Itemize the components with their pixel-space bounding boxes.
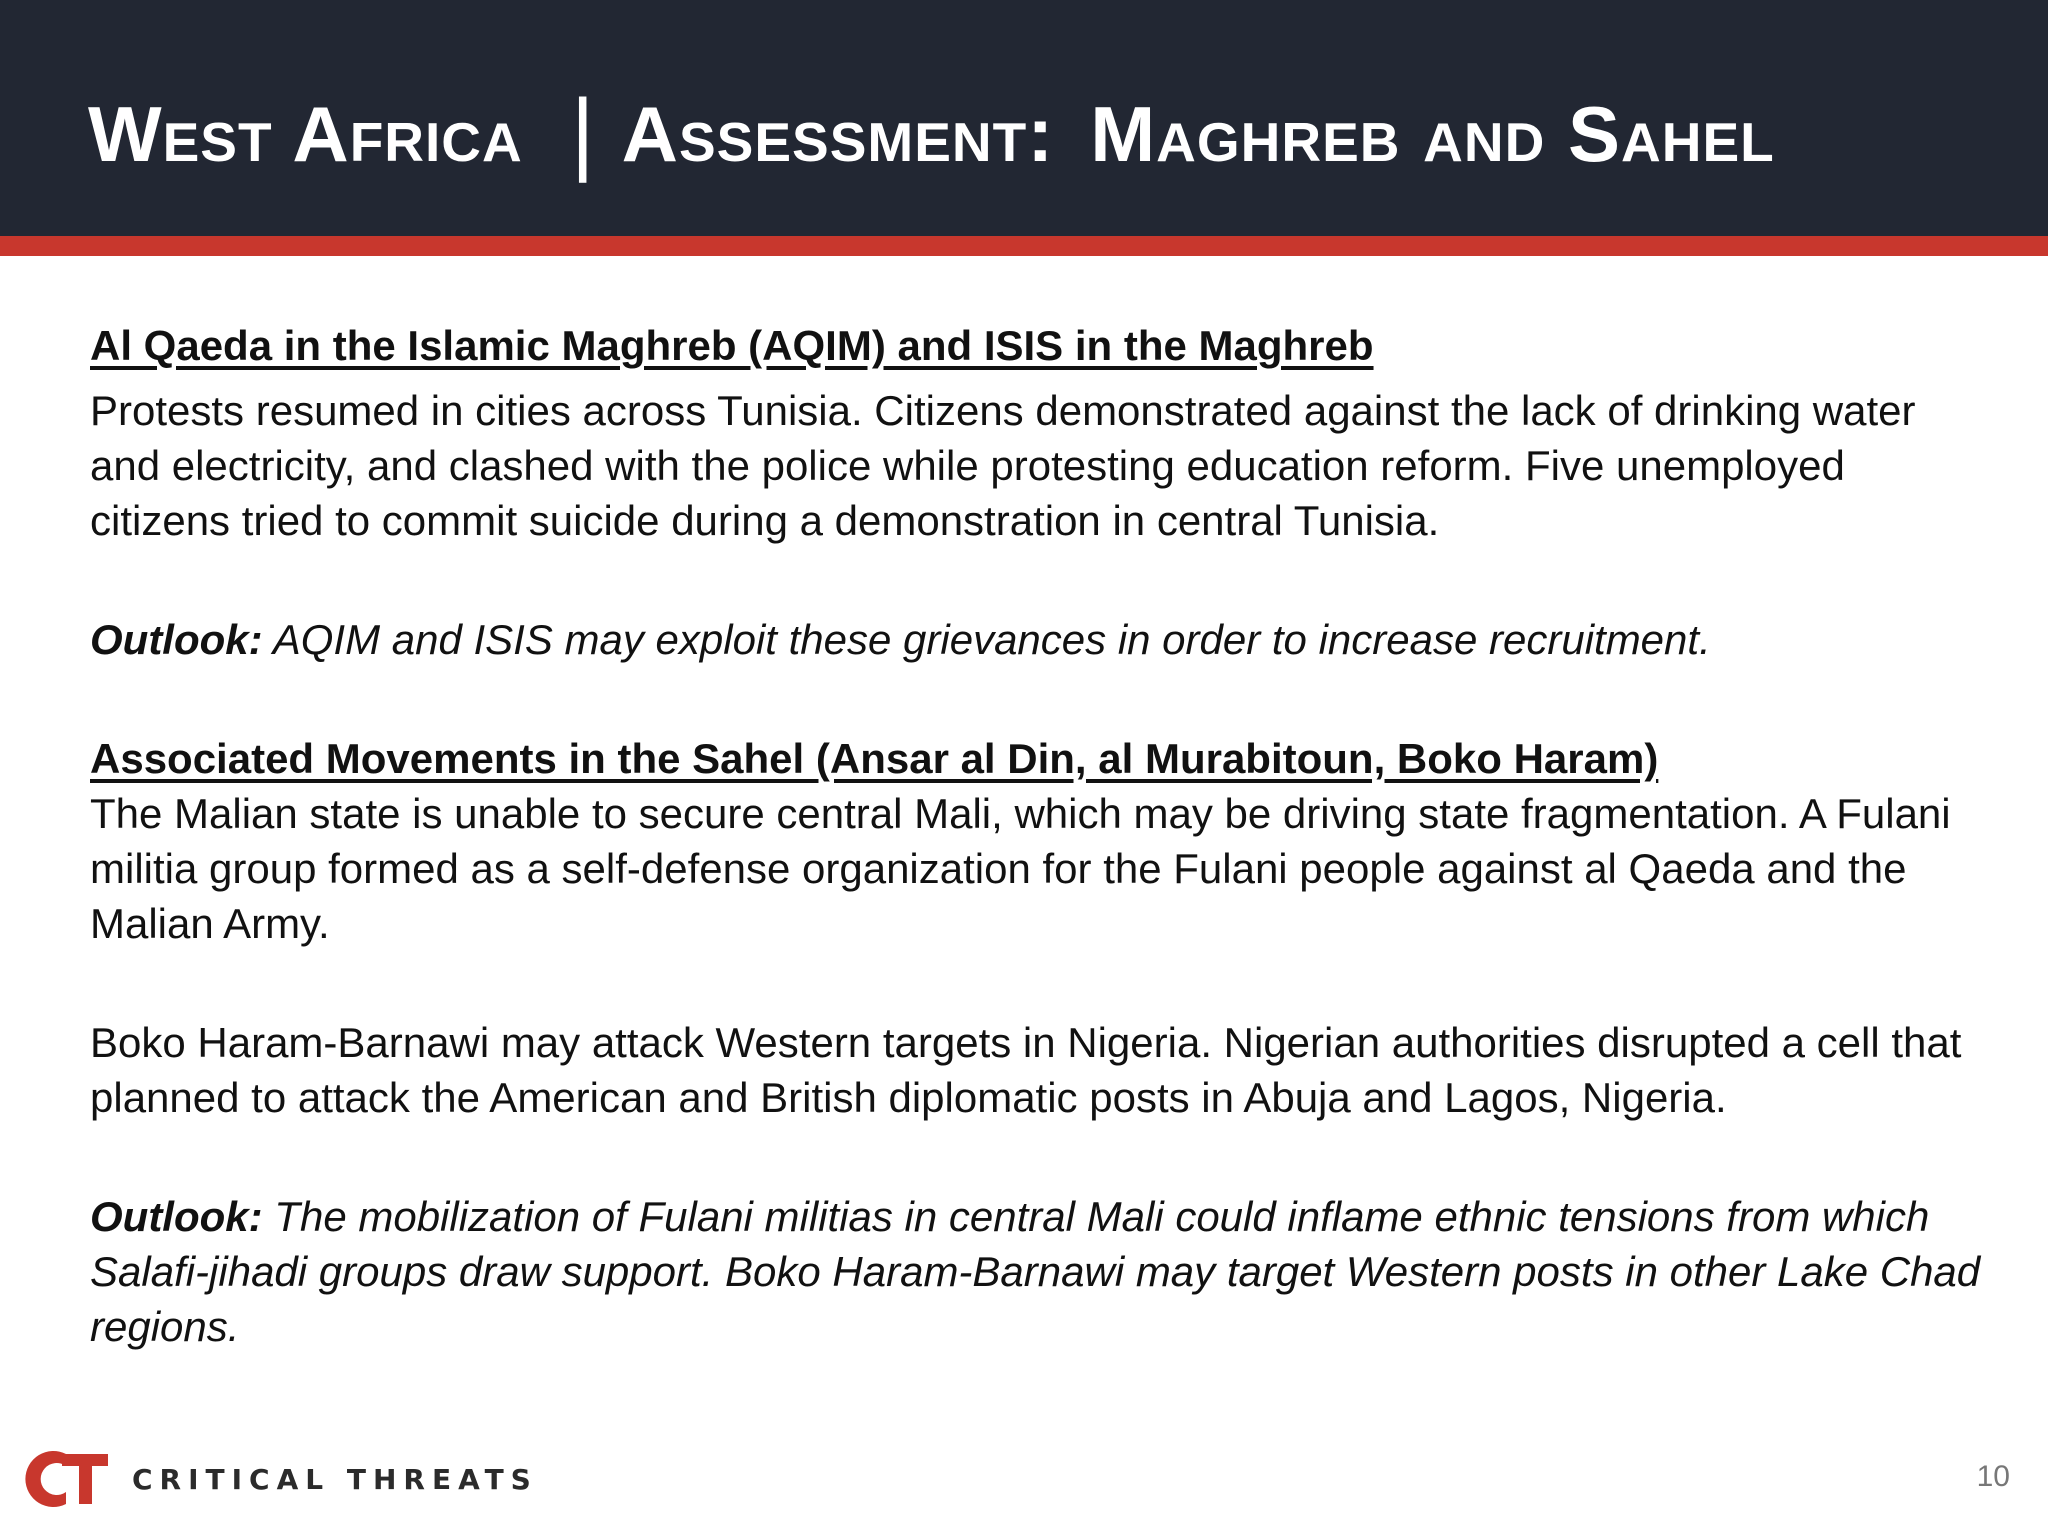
section-heading-sahel: Associated Movements in the Sahel (Ansar al Din, al Murabitoun, Boko Haram) bbox=[90, 735, 1659, 782]
outlook-text: AQIM and ISIS may exploit these grievances in order to increase recruitment. bbox=[262, 616, 1711, 663]
page-number: 10 bbox=[1976, 1460, 2010, 1493]
header-bar bbox=[0, 0, 2048, 236]
outlook-text: The mobilization of Fulani militias in central Mali could inflame ethnic tensions from which Salafi-jihadi groups draw support. Boko Haram-Barnawi may target Western posts in other Lake Chad regions. bbox=[90, 1193, 1981, 1350]
section-body-sahel: The Malian state is unable to secure central Mali, which may be driving state fragmentation. A Fulani militia group formed as a self-defense organization for the Fulani people against al Qaeda and the Malian Army. bbox=[90, 790, 1951, 947]
title-topic: Maghreb and Sahel bbox=[1090, 90, 1775, 178]
critical-threats-logo-icon bbox=[22, 1446, 108, 1512]
slide-content bbox=[90, 318, 1990, 1354]
section-heading-maghreb: Al Qaeda in the Islamic Maghreb (AQIM) and ISIS in the Maghreb bbox=[90, 322, 1374, 369]
header-accent-stripe bbox=[0, 236, 2048, 256]
outlook-label: Outlook: bbox=[90, 616, 263, 663]
critical-threats-logo bbox=[22, 1446, 538, 1512]
logo-wordmark: CRITICAL THREATS bbox=[132, 1462, 538, 1496]
section-body-maghreb: Protests resumed in cities across Tunisia. Citizens demonstrated against the lack of drinking water and electricity, and clashed with the police while protesting education reform. Five unemployed citizens tried to commit suicide during a demonstration in central Tunisia. bbox=[90, 387, 1916, 544]
outlook-maghreb bbox=[90, 612, 1990, 667]
slide-title bbox=[88, 81, 1775, 184]
title-divider: | bbox=[570, 81, 596, 183]
outlook-sahel bbox=[90, 1189, 1990, 1354]
outlook-label: Outlook: bbox=[90, 1193, 263, 1240]
title-region: West Africa bbox=[88, 90, 523, 178]
section-body-sahel-2: Boko Haram-Barnawi may attack Western targets in Nigeria. Nigerian authorities disrupted a cell that planned to attack the American and British diplomatic posts in Abuja and Lagos, Nigeria. bbox=[90, 1019, 1962, 1121]
title-assessment: Assessment: bbox=[621, 90, 1055, 178]
